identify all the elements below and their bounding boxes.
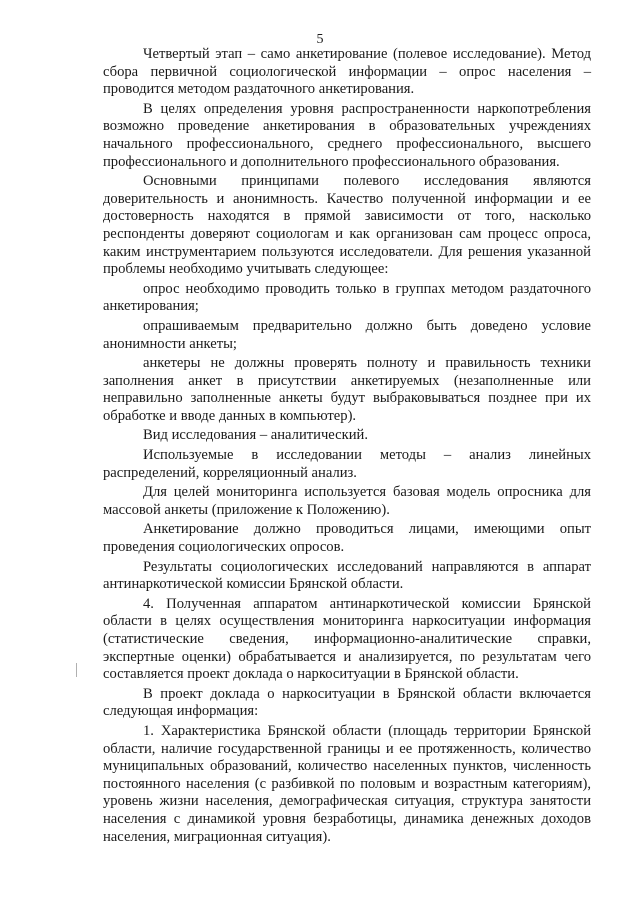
paragraph: опрос необходимо проводить только в группах методом раздаточного анкетирования; <box>103 280 591 315</box>
paragraph: Анкетирование должно проводиться лицами, имеющими опыт проведения социологических опросов. <box>103 521 591 556</box>
paragraph: 4. Полученная аппаратом антинаркотической комиссии Брянской области в целях осуществления мониторинга наркоситуации информация (статистические сведения, информационно-аналитические справки, экспертные оценки) обрабатывается и анализируется, по результатам чего составляется проект доклада о наркоситуации в Брянской области. <box>103 595 591 683</box>
margin-mark <box>76 663 77 677</box>
paragraph: 1. Характеристика Брянской области (площадь территории Брянской области, наличие государственной границы и ее протяженность, количество муниципальных образований, количество населенных пунктов, численность постоянного населения (с разбивкой по половым и возрастным категориям), уровень жизни населения, демографическая ситуация, структура занятости населения с динамикой уровня безработицы, динамика денежных доходов населения, миграционная ситуация). <box>103 722 591 845</box>
paragraph: Вид исследования – аналитический. <box>143 427 368 444</box>
document-body <box>103 46 591 848</box>
paragraph: опрашиваемым предварительно должно быть доведено условие анонимности анкеты; <box>103 317 591 352</box>
paragraph: анкетеры не должны проверять полноту и правильность техники заполнения анкет в присутствии анкетируемых (незаполненные или неправильно заполненные анкеты будут выбраковываться позднее при их обработке и вводе данных в компьютер). <box>103 355 591 424</box>
paragraph: Для целей мониторинга используется базовая модель опросника для массовой анкеты (приложение к Положению). <box>103 484 591 518</box>
page-number: 5 <box>316 32 324 47</box>
paragraph: Используемые в исследовании методы – анализ линейных распределений, корреляционный анализ. <box>103 447 591 481</box>
paragraph: В целях определения уровня распространенности наркопотребления возможно проведение анкетирования в образовательных учреждениях начального профессионального, среднего профессионального, высшего профессионального и дополнительного профессионального образования. <box>103 100 591 170</box>
paragraph: В проект доклада о наркоситуации в Брянской области включается следующая информация: <box>103 685 591 720</box>
paragraph: Четвертый этап – само анкетирование (полевое исследование). Метод сбора первичной социологической информации – опрос населения – проводится методом раздаточного анкетирования. <box>103 46 591 98</box>
paragraph: Основными принципами полевого исследования являются доверительность и анонимность. Качество полученной информации и ее достоверность находятся в прямой зависимости от того, насколько респонденты доверяют социологам и как организован сам процесс опроса, каким инструментарием пользуются исследователи. Для решения указанной проблемы необходимо учитывать следующее: <box>103 173 591 278</box>
paragraph: Результаты социологических исследований направляются в аппарат антинаркотической комиссии Брянской области. <box>103 558 591 593</box>
